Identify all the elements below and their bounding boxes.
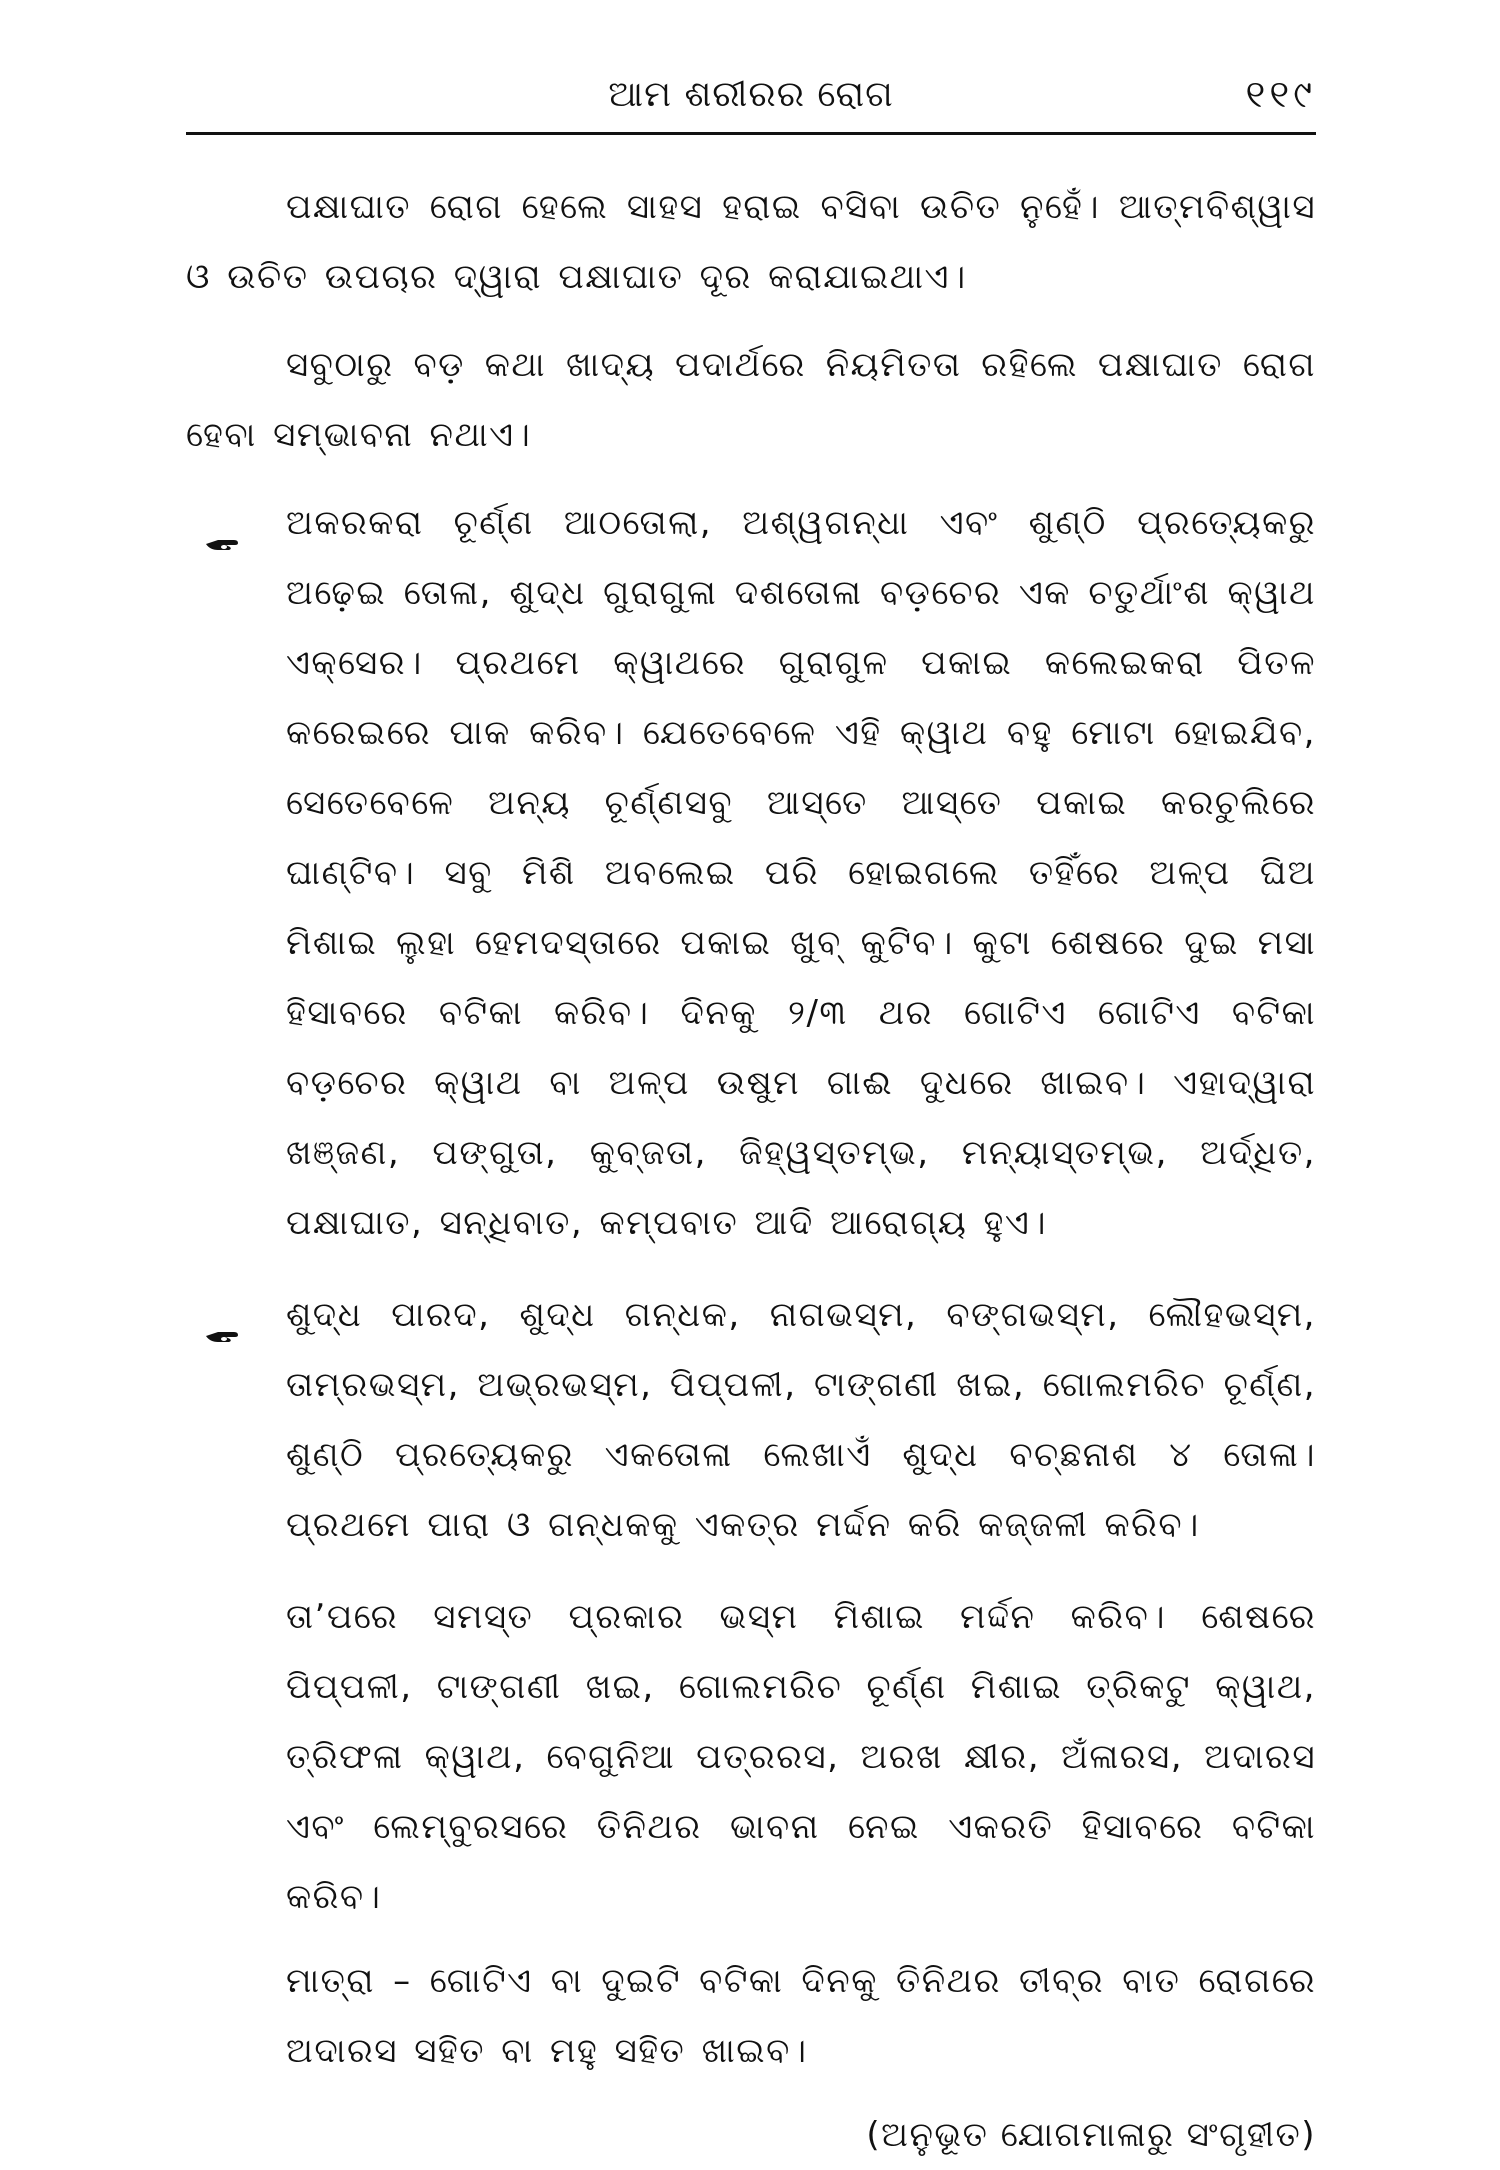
- diet-paragraph: ସବୁଠାରୁ ବଡ଼ କଥା ଖାଦ୍ୟ ପଦାର୍ଥରେ ନିୟମିତତା ରହିଲେ ପକ୍ଷାଘାତ ରୋଗ ହେବା ସମ୍ଭାବନା ନଥାଏ।: [186, 345, 1316, 455]
- preparation-paragraph: ତା’ପରେ ସମସ୍ତ ପ୍ରକାର ଭସ୍ମ ମିଶାଇ ମର୍ଦ୍ଦନ କରିବ। ଶେଷରେ ପିପ୍‌ପଳୀ, ଟାଙ୍ଗଣୀ ଖଇ, ଗୋଲମରିଚ ଚୂର୍ଣ୍ଣ ମିଶାଇ ତ୍ରିକଟୁ କ୍ୱାଥ, ତ୍ରିଫଳା କ୍ୱାଥ, ବେଗୁନିଆ ପତ୍ରରସ, ଅରଖ କ୍ଷୀର, ଅଁଳାରସ, ଅଦାରସ ଏବଂ ଲେମ୍ବୁରସରେ ତିନିଥର ଭାବନା ନେଇ ଏକରତି ହିସାବରେ ବଟିକା କରିବ।: [286, 1597, 1316, 1917]
- remedy-item-1: [186, 488, 1316, 1258]
- source-citation: (ଅନୁଭୂତ ଯୋଗମାଳାରୁ ସଂଗୃହୀତ): [866, 2115, 1316, 2155]
- remedy-text-1: ଅକରକରା ଚୂର୍ଣ୍ଣ ଆଠତୋଲା, ଅଶ୍ୱଗନ୍ଧା ଏବଂ ଶୁଣ୍ଠି ପ୍ରତ୍ୟେକରୁ ଅଢ଼େଇ ତୋଳା, ଶୁଦ୍ଧ ଗୁରାଗୁଳା ଦଶତୋଳା ବଡ଼ଚେର ଏକ ଚତୁର୍ଥାଂଶ କ୍ୱାଥ ଏକ୍‌ସେର। ପ୍ରଥମେ କ୍ୱାଥରେ ଗୁରାଗୁଳ ପକାଇ କଲେଇକରା ପିତଳ କରେଇରେ ପାକ କରିବ। ଯେତେବେଳେ ଏହି କ୍ୱାଥ ବହୁ ମୋଟା ହୋଇଯିବ, ସେତେବେଳେ ଅନ୍ୟ ଚୂର୍ଣ୍ଣସବୁ ଆସ୍ତେ ଆସ୍ତେ ପକାଇ କରଚୁଲିରେ ଘାଣ୍ଟିବ। ସବୁ ମିଶି ଅବଲେଇ ପରି ହୋଇଗଲେ ତହିଁରେ ଅଳ୍ପ ଘିଅ ମିଶାଇ ଲୁହା ହେମଦସ୍ତାରେ ପକାଇ ଖୁବ୍ କୁଟିବ। କୁଟା ଶେଷରେ ଦୁଇ ମସା ହିସାବରେ ବଟିକା କରିବ। ଦିନକୁ ୨/୩ ଥର ଗୋଟିଏ ଗୋଟିଏ ବଟିକା ବଡ଼ଚେର କ୍ୱାଥ ବା ଅଳ୍ପ ଉଷୁମ ଗାଈ ଦୁଧରେ ଖାଇବ। ଏହାଦ୍ୱାରା ଖଞ୍ଜଣ, ପଙ୍ଗୁତା, କୁବ୍‌ଜତା, ଜିହ୍ୱସ୍ତମ୍ଭ, ମନ୍ୟାସ୍ତମ୍ଭ, ଅର୍ଦ୍ଧିତ, ପକ୍ଷାଘାତ, ସନ୍ଧିବାତ, କମ୍ପବାତ ଆଦି ଆରୋଗ୍ୟ ହୁଏ।: [286, 503, 1316, 1243]
- running-title: ଆମ ଶରୀରର ରୋଗ: [608, 74, 894, 115]
- page-number: ୧୧୯: [1245, 72, 1316, 116]
- page-body: [186, 172, 1316, 2170]
- header-rule: [186, 132, 1316, 135]
- dosage-paragraph: ମାତ୍ରା – ଗୋଟିଏ ବା ଦୁଇଟି ବଟିକା ଦିନକୁ ତିନିଥର ତୀବ୍ର ବାତ ରୋଗରେ ଅଦାରସ ସହିତ ବା ମହୁ ସହିତ ଖାଇବ।: [286, 1961, 1316, 2071]
- pointing-hand-icon: [204, 1302, 244, 1326]
- remedy-text-2: ଶୁଦ୍ଧ ପାରଦ, ଶୁଦ୍ଧ ଗନ୍ଧକ, ନାଗଭସ୍ମ, ବଙ୍ଗଭସ୍ମ, ଲୌହଭସ୍ମ, ତାମ୍ରଭସ୍ମ, ଅଭ୍ରଭସ୍ମ, ପିପ୍‌ପଳୀ, ଟାଙ୍ଗଣୀ ଖଇ, ଗୋଲମରିଚ ଚୂର୍ଣ୍ଣ, ଶୁଣ୍ଠି ପ୍ରତ୍ୟେକରୁ ଏକତୋଳା ଲେଖାଏଁ ଶୁଦ୍ଧ ବଚ୍ଛନାଶ ୪ ତୋଳା। ପ୍ରଥମେ ପାରା ଓ ଗନ୍ଧକକୁ ଏକତ୍ର ମର୍ଦ୍ଦନ କରି କଜ୍ଜଳୀ କରିବ।: [286, 1295, 1316, 1545]
- page-header: [186, 62, 1316, 128]
- pointing-hand-icon: [204, 510, 244, 534]
- remedy-item-2: [186, 1280, 1316, 1560]
- intro-paragraph: ପକ୍ଷାଘାତ ରୋଗ ହେଲେ ସାହସ ହରାଇ ବସିବା ଉଚିତ ନୁହେଁ। ଆତ୍ମବିଶ୍ୱାସ ଓ ଉଚିତ ଉପଚାର ଦ୍ୱାରା ପକ୍ଷାଘାତ ଦୂର କରାଯାଇଥାଏ।: [186, 187, 1316, 297]
